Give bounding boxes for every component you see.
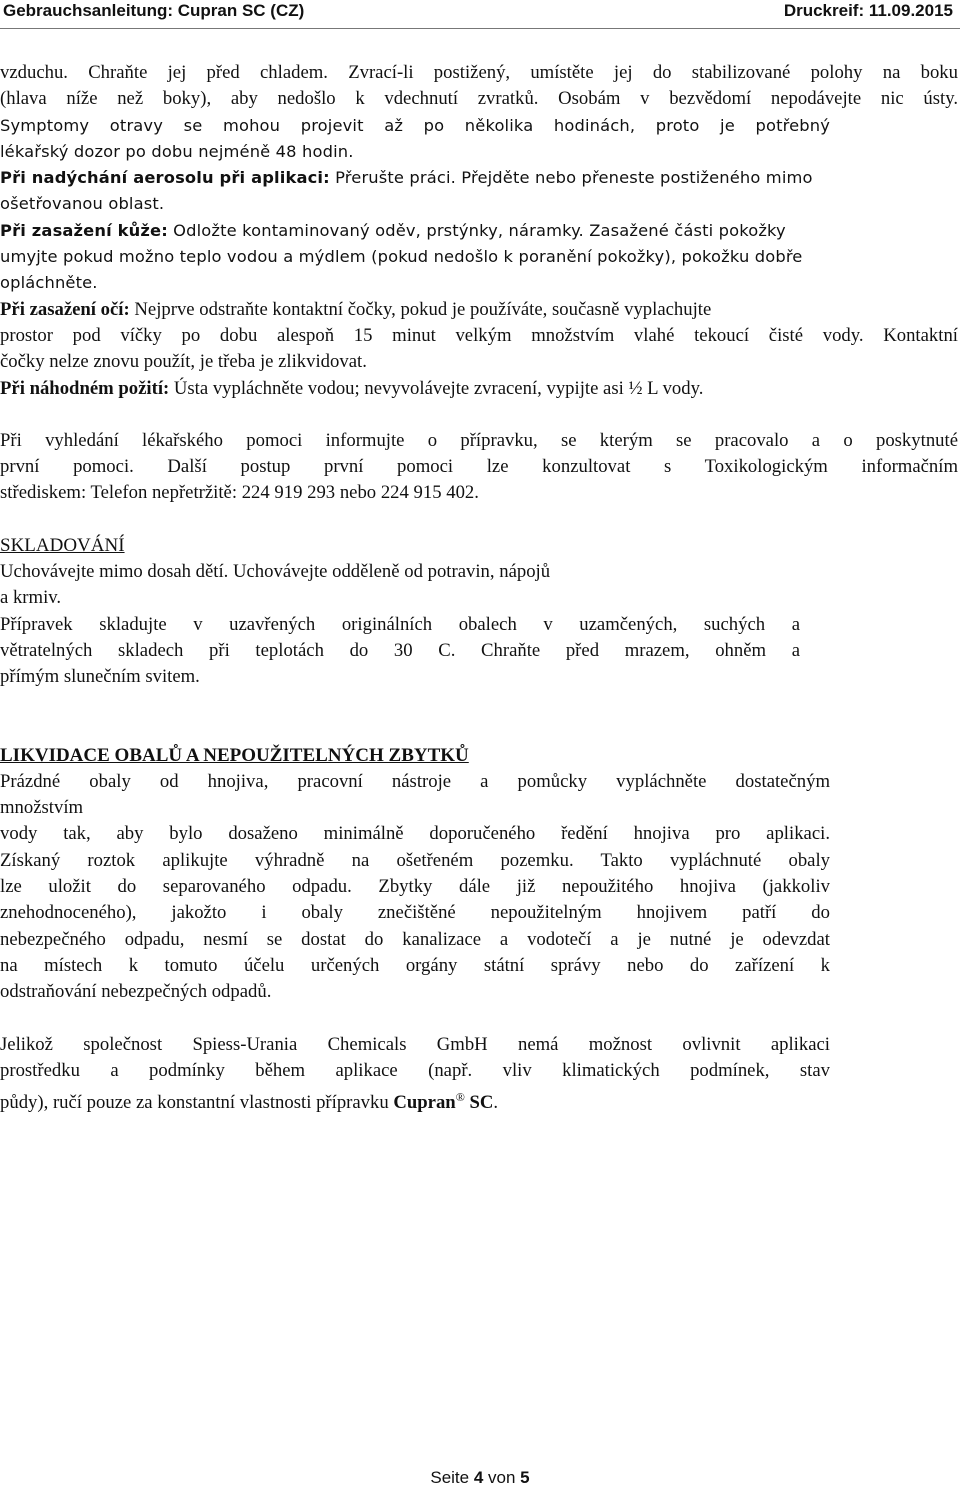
current-page: 4 bbox=[473, 1468, 484, 1487]
text-line: Při vyhledání lékařského pomoci informujte o přípravku, se kterým se pracovalo a o poskytnuté bbox=[0, 429, 958, 451]
ingestion-paragraph bbox=[0, 376, 960, 402]
text-line: první pomoci. Další postup první pomoci lze konzultovat s Toxikologickým informačním bbox=[0, 456, 958, 478]
text-line: čočky nelze znovu použít, je třeba je zlikvidovat. bbox=[0, 351, 367, 373]
page-body bbox=[0, 60, 960, 1117]
disposal-heading: LIKVIDACE OBALŮ A NEPOUŽITELNÝCH ZBYTKŮ bbox=[0, 744, 469, 766]
skin-paragraph bbox=[0, 218, 960, 244]
eyes-label: Při zasažení očí: bbox=[0, 298, 130, 320]
header-divider bbox=[0, 28, 960, 29]
first-aid-section bbox=[0, 60, 960, 402]
text-line: odstraňování nebezpečných odpadů. bbox=[0, 981, 272, 1003]
inhalation-paragraph bbox=[0, 165, 960, 191]
total-pages: 5 bbox=[520, 1468, 530, 1487]
text-line: lékařský dozor po dobu nejméně 48 hodin. bbox=[0, 141, 354, 161]
eyes-paragraph bbox=[0, 297, 960, 323]
inhalation-text: Přejděte nebo přeneste postiženého mimo bbox=[455, 168, 813, 188]
text-line: umyjte pokud možno teplo vodou a mýdlem (pokud nedošlo k poranění pokožky), pokožku dobře bbox=[0, 247, 803, 267]
inhalation-label: Při nadýchání aerosolu při aplikaci: bbox=[0, 168, 330, 188]
page-label: Seite bbox=[430, 1468, 474, 1487]
product-name: Cupran bbox=[393, 1092, 456, 1114]
text-line: množstvím bbox=[0, 797, 84, 819]
ingestion-text: Ústa vypláchněte vodou; nevyvolávejte zvracení, vypijte asi ½ L vody. bbox=[169, 377, 704, 399]
text-line: vzduchu. Chraňte jej před chladem. Zvrací-li postižený, umístěte jej do stabilizované polohy na boku bbox=[0, 62, 958, 83]
text-line: větratelných skladech při teplotách do 30 C. Chraňte před mrazem, ohněm a bbox=[0, 639, 800, 661]
text-line: střediskem: Telefon nepřetržitě: 224 919 293 nebo 224 915 402. bbox=[0, 482, 479, 504]
print-date: Druckreif: 11.09.2015 bbox=[783, 1, 953, 20]
disposal-section bbox=[0, 743, 960, 1006]
eyes-text: Nejprve odstraňte kontaktní čočky, pokud je používáte, současně vyplachujte bbox=[129, 298, 712, 320]
skin-text: Odložte kontaminovaný oděv, prstýnky, náramky. bbox=[167, 220, 584, 240]
text-line: Jelikož společnost Spiess-Urania Chemicals GmbH nemá možnost ovlivnit aplikaci bbox=[0, 1033, 830, 1055]
text-line: Získaný roztok aplikujte výhradně na ošetřeném pozemku. Takto vypláchnuté obaly bbox=[0, 849, 830, 871]
text-line: prostředku a podmínky během aplikace (např. vliv klimatických podmínek, stav bbox=[0, 1059, 830, 1081]
text-line: (hlava níže než boky), aby nedošlo k vdechnutí zvratků. Osobám v bezvědomí nepodávejte nic ústy. bbox=[0, 88, 958, 110]
skin-label: Při zasažení kůže: bbox=[0, 220, 168, 240]
text-line: prostor pod víčky po dobu alespoň 15 minut velkým množstvím vlahé tekoucí čisté vody. Kontaktní bbox=[0, 324, 958, 346]
text-line: znehodnoceného), jakožto i obaly znečištěné nepoužitelným hnojivem patří do bbox=[0, 902, 830, 924]
text-line: ošetřovanou oblast. bbox=[0, 194, 165, 214]
storage-section bbox=[0, 533, 960, 691]
inhalation-text: Přerušte práci. bbox=[329, 168, 456, 188]
page-footer bbox=[0, 1468, 960, 1488]
page-separator: von bbox=[483, 1468, 521, 1487]
sentence-end: . bbox=[493, 1092, 499, 1114]
text-line: Uchovávejte mimo dosah dětí. Uchovávejte odděleně od potravin, nápojů bbox=[0, 561, 551, 583]
text-line: nebezpečného odpadu, nesmí se dostat do kanalizace a vodotečí a je nutné je odevzdat bbox=[0, 928, 830, 950]
page-header bbox=[0, 0, 960, 24]
text-line: opláchněte. bbox=[0, 273, 98, 293]
registered-mark: ® bbox=[455, 1090, 465, 1105]
skin-text: Zasažené části pokožky bbox=[583, 220, 786, 240]
ingestion-label: Při náhodném požití: bbox=[0, 377, 170, 399]
text-line: na místech k tomuto účelu určených orgány státní správy nebo do zařízení k bbox=[0, 954, 830, 976]
liability-section bbox=[0, 1032, 960, 1117]
storage-heading: SKLADOVÁNÍ bbox=[0, 534, 125, 556]
text-line: Symptomy otravy se mohou projevit až po několika hodinách, proto je potřebný bbox=[0, 115, 830, 135]
text-line: lze uložit do separovaného odpadu. Zbytky dále již nepoužitého hnojiva (jakkoliv bbox=[0, 876, 830, 898]
text-line: Přípravek skladujte v uzavřených originálních obalech v uzamčených, suchých a bbox=[0, 613, 800, 635]
liability-text: půdy), ručí pouze za konstantní vlastnosti přípravku bbox=[0, 1092, 394, 1114]
medical-help-section bbox=[0, 428, 960, 507]
text-line: přímým slunečním svitem. bbox=[0, 666, 200, 688]
text-line: a krmiv. bbox=[0, 587, 62, 609]
document-title: Gebrauchsanleitung: Cupran SC (CZ) bbox=[3, 1, 305, 20]
text-line: Prázdné obaly od hnojiva, pracovní nástroje a pomůcky vypláchněte dostatečným bbox=[0, 770, 830, 792]
liability-last-line bbox=[0, 1084, 960, 1117]
product-suffix: SC bbox=[464, 1092, 494, 1114]
text-line: vody tak, aby bylo dosaženo minimálně doporučeného ředění hnojiva pro aplikaci. bbox=[0, 823, 830, 845]
